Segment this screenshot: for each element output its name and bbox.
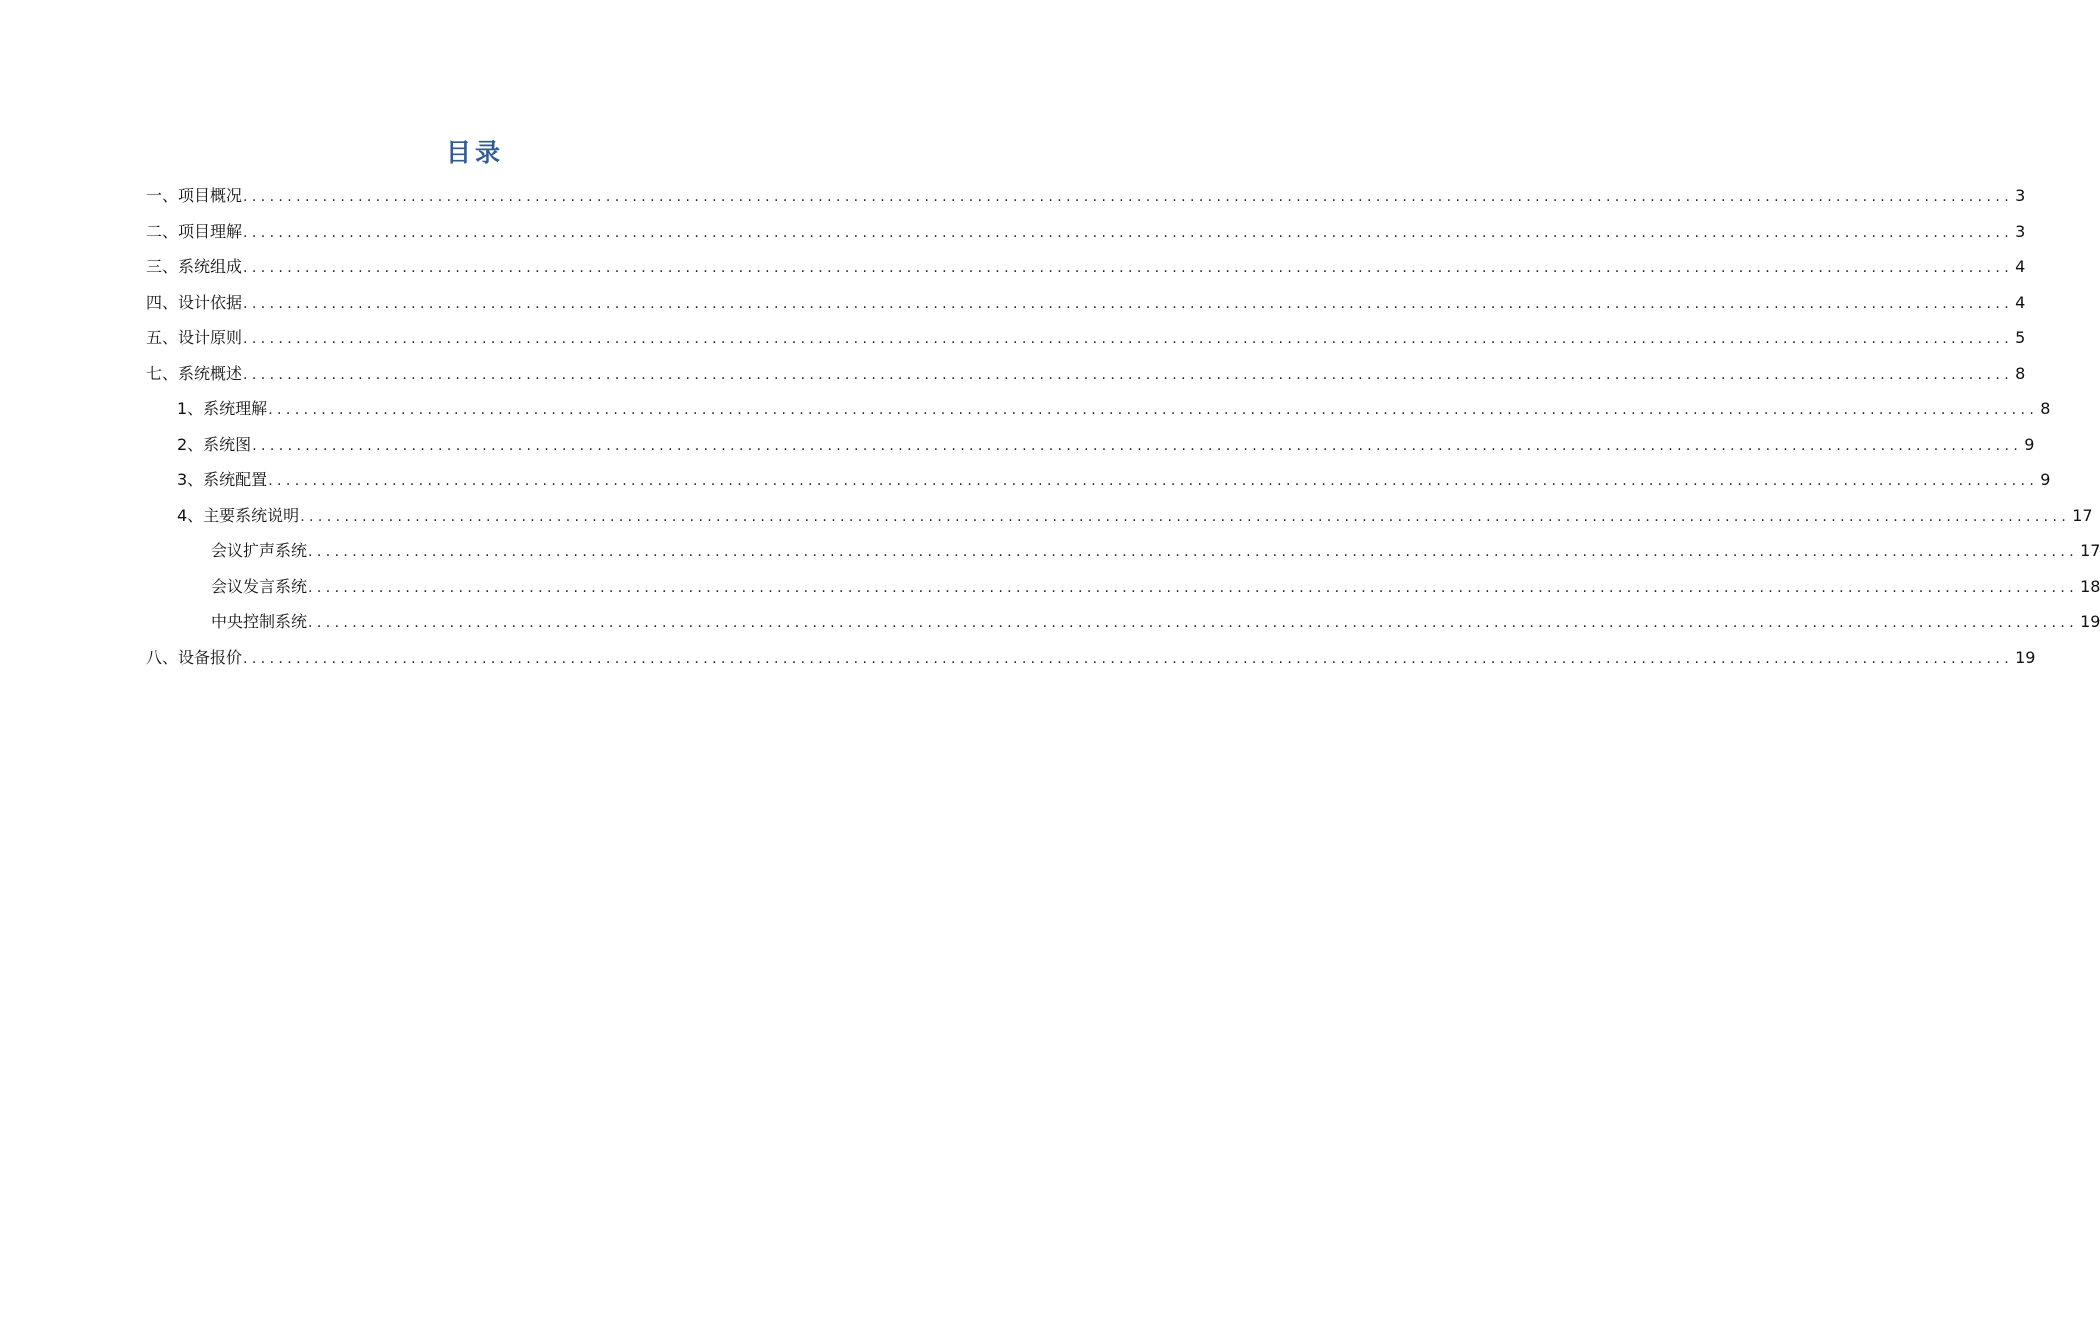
toc-entry-label: 二、项目理解: [146, 221, 243, 241]
toc-title: 目录: [445, 138, 504, 167]
toc-dot-leader: ........................................................................................................................................................................................................: [243, 650, 2014, 667]
toc-entry[interactable]: [146, 464, 2051, 500]
toc-page-number: 3: [2015, 221, 2026, 241]
toc-entry[interactable]: [146, 571, 2100, 607]
toc-entry-label: 七、系统概述: [146, 363, 243, 383]
toc-entry-label: 4、主要系统说明: [177, 505, 300, 525]
toc-dot-leader: ........................................................................................................................................................................................................: [243, 189, 2014, 205]
toc-entry-label: 会议发言系统: [211, 576, 308, 596]
toc-dot-leader: ........................................................................................................................................................................................................: [308, 579, 2079, 596]
toc-entry[interactable]: [146, 287, 2026, 323]
toc-entry-label: 四、设计依据: [146, 292, 243, 312]
toc-page-number: 4: [2015, 292, 2026, 312]
toc-entry-label: 一、项目概况: [146, 186, 243, 205]
toc-page-number: 19: [2080, 612, 2100, 631]
toc-page-number: 8: [2040, 399, 2051, 418]
toc-dot-leader: ........................................................................................................................................................................................................: [308, 615, 2079, 631]
toc-dot-leader: ........................................................................................................................................................................................................: [243, 366, 2014, 383]
toc-entry-label: 会议扩声系统: [211, 541, 308, 560]
toc-entry-label: 五、设计原则: [146, 328, 243, 347]
toc-entry-label: 2、系统图: [177, 434, 252, 454]
toc-page-number: 5: [2015, 328, 2026, 347]
toc-entry-label: 三、系统组成: [146, 257, 243, 276]
toc-entry[interactable]: [146, 500, 2093, 536]
toc-entry-label: 八、设备报价: [146, 647, 243, 667]
toc-entry[interactable]: [146, 251, 2026, 287]
toc-page-number: 19: [2015, 647, 2036, 667]
toc-entry[interactable]: [146, 322, 2026, 358]
toc-entry-label: 3、系统配置: [177, 470, 268, 489]
toc-entry[interactable]: [146, 642, 2036, 678]
toc-dot-leader: ........................................................................................................................................................................................................: [268, 473, 2039, 489]
toc-entry-label: 1、系统理解: [177, 399, 268, 418]
toc-entry[interactable]: [146, 180, 2026, 216]
toc-dot-leader: ........................................................................................................................................................................................................: [300, 508, 2071, 525]
toc-entry[interactable]: [146, 535, 2100, 571]
toc-dot-leader: ........................................................................................................................................................................................................: [243, 331, 2014, 347]
toc-page-number: 9: [2040, 470, 2051, 489]
toc-entry[interactable]: [146, 358, 2026, 394]
toc-entry[interactable]: [146, 429, 2035, 465]
toc-entry[interactable]: [146, 216, 2026, 252]
toc-dot-leader: ........................................................................................................................................................................................................: [308, 544, 2079, 560]
toc-dot-leader: ........................................................................................................................................................................................................: [252, 437, 2023, 454]
toc-entry-label: 中央控制系统: [211, 612, 308, 631]
toc-page-number: 4: [2015, 257, 2026, 276]
toc-dot-leader: ........................................................................................................................................................................................................: [243, 224, 2014, 241]
toc-page-number: 9: [2024, 434, 2035, 454]
toc-page-number: 17: [2072, 505, 2093, 525]
toc-page-number: 8: [2015, 363, 2026, 383]
toc-dot-leader: ........................................................................................................................................................................................................: [243, 295, 2014, 312]
table-of-contents: [146, 180, 2100, 677]
toc-page-number: 3: [2015, 186, 2026, 205]
toc-dot-leader: ........................................................................................................................................................................................................: [268, 402, 2039, 418]
toc-entry[interactable]: [146, 606, 2100, 642]
toc-page-number: 17: [2080, 541, 2100, 560]
toc-page-number: 18: [2080, 576, 2100, 596]
toc-dot-leader: ........................................................................................................................................................................................................: [243, 260, 2014, 276]
toc-entry[interactable]: [146, 393, 2051, 429]
